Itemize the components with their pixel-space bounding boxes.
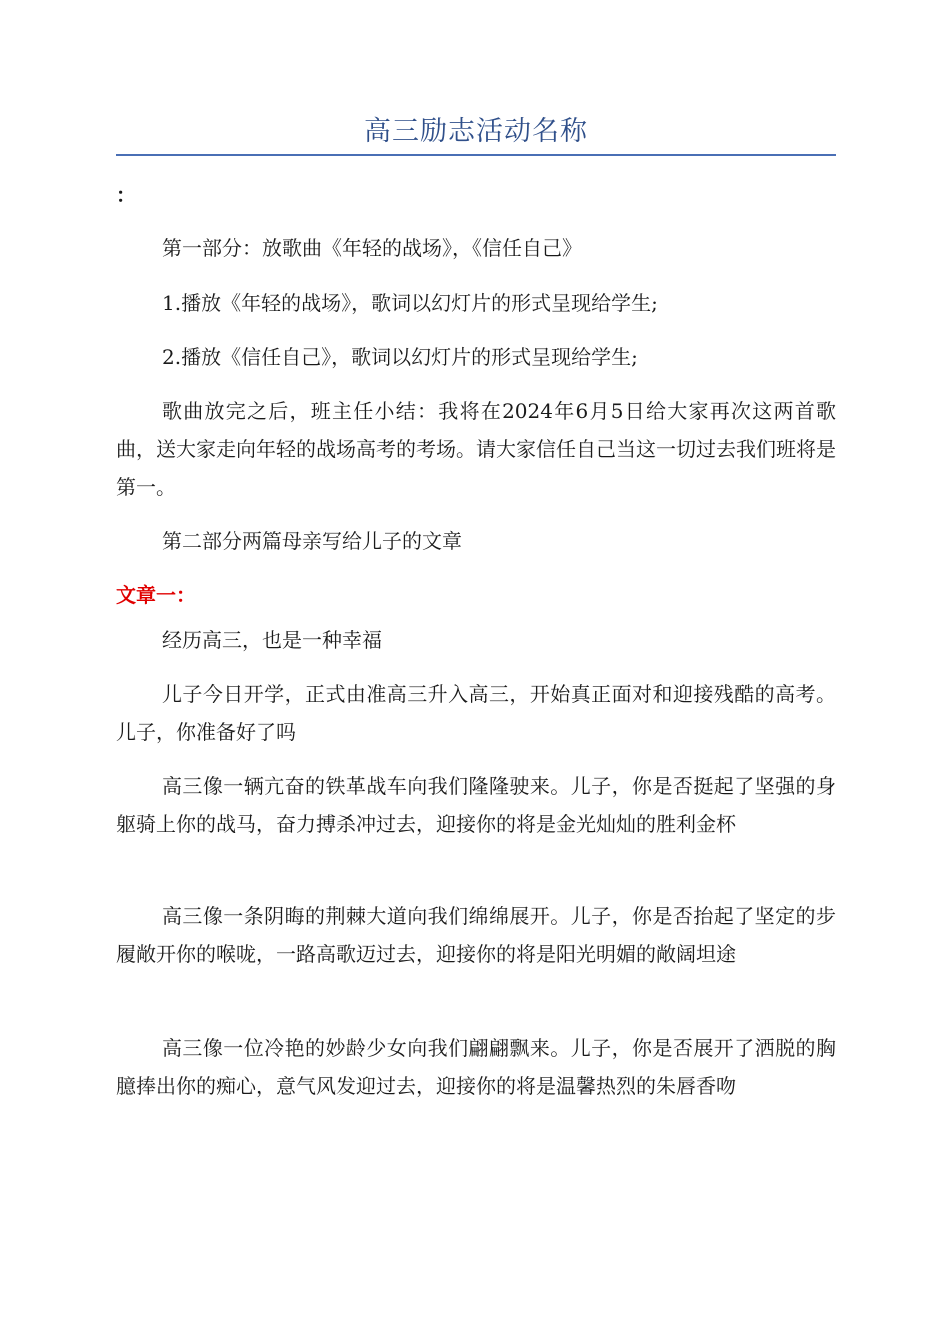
paragraph-part-one: 第一部分：放歌曲《年轻的战场》，《信任自己》: [162, 236, 582, 260]
section-heading-article-one: 文章一：: [116, 583, 196, 607]
article-subtitle: 经历高三，也是一种幸福: [162, 628, 382, 652]
article-paragraph-1: 儿子今日开学，正式由准高三升入高三，开始真正面对和迎接残酷的高考。儿子，你准备好了吗: [116, 682, 836, 744]
article-paragraph-4: 高三像一位冷艳的妙龄少女向我们翩翩飘来。儿子，你是否展开了洒脱的胸臆捧出你的痴心，意气风发迎过去，迎接你的将是温馨热烈的朱唇香吻: [116, 1036, 836, 1098]
colon-mark: ：: [116, 183, 136, 207]
article-paragraph-3: 高三像一条阴晦的荆棘大道向我们绵绵展开。儿子，你是否抬起了坚定的步履敞开你的喉咙，一路高歌迈过去，迎接你的将是阳光明媚的敞阔坦途: [116, 904, 836, 966]
article-paragraph-2: 高三像一辆亢奋的铁革战车向我们隆隆驶来。儿子，你是否挺起了坚强的身躯骑上你的战马，奋力搏杀冲过去，迎接你的将是金光灿灿的胜利金杯: [116, 774, 836, 836]
paragraph-part-two: 第二部分两篇母亲写给儿子的文章: [162, 529, 462, 553]
title-underline: [116, 154, 836, 156]
paragraph-item-1: 1.播放《年轻的战场》，歌词以幻灯片的形式呈现给学生;: [162, 291, 658, 315]
paragraph-item-2: 2.播放《信任自己》，歌词以幻灯片的形式呈现给学生;: [162, 345, 638, 369]
document-title: 高三励志活动名称: [364, 116, 588, 147]
paragraph-summary: 歌曲放完之后，班主任小结：我将在2024年6月5日给大家再次这两首歌曲，送大家走向年轻的战场高考的考场。请大家信任自己当这一切过去我们班将是第一。: [116, 399, 836, 499]
